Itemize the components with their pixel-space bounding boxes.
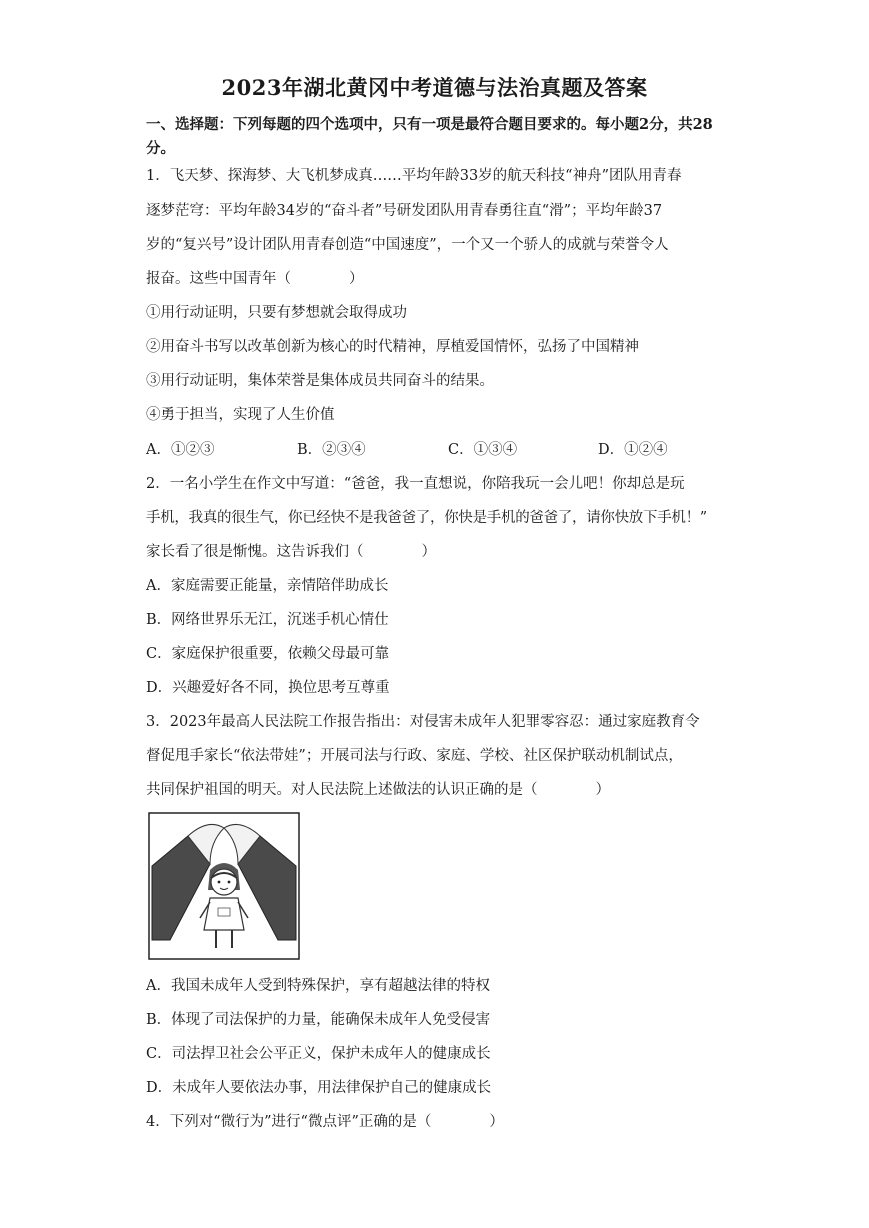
page-title: 2023年湖北黄冈中考道德与法治真题及答案 xyxy=(221,75,648,100)
q1-item-2: ②用奋斗书写以改革创新为核心的时代精神，厚植爱国情怀，弘扬了中国精神 xyxy=(146,339,639,355)
section-heading: 一、选择题：下列每题的四个选项中，只有一项是最符合题目要求的。每小题2分，共28分。 xyxy=(146,116,713,157)
q1-item-3: ③用行动证明，集体荣誉是集体成员共同奋斗的结果。 xyxy=(146,373,494,389)
q1-item-1: ①用行动证明，只要有梦想就会取得成功 xyxy=(146,305,407,321)
q1-option-d[interactable]: D．①②④ xyxy=(598,442,668,458)
illustration-svg xyxy=(148,812,300,960)
q2-option-d[interactable]: D．兴趣爱好各不同，换位思考互尊重 xyxy=(146,680,390,696)
protection-illustration xyxy=(148,812,300,960)
q2-line-1: 2．一名小学生在作文中写道：“爸爸，我一直想说，你陪我玩一会儿吧！你却总是玩 xyxy=(146,476,685,492)
q3-line-1: 3．2023年最高人民法院工作报告指出：对侵害未成年人犯罪零容忍：通过家庭教育令 xyxy=(146,714,700,730)
q3-line-3: 共同保护祖国的明天。对人民法院上述做法的认识正确的是（ ） xyxy=(146,782,610,798)
q1-option-c[interactable]: C．①③④ xyxy=(448,442,518,458)
q1-option-a[interactable]: A．①②③ xyxy=(146,442,215,458)
q2-line-3: 家长看了很是惭愧。这告诉我们（ ） xyxy=(146,544,436,560)
q3-option-a[interactable]: A．我国未成年人受到特殊保护，享有超越法律的特权 xyxy=(146,978,490,994)
q1-line-2: 逐梦茫穹：平均年龄34岁的“奋斗者”号研发团队用青春勇往直“滑”；平均年龄37 xyxy=(146,203,663,219)
q3-option-d[interactable]: D．未成年人要依法办事，用法律保护自己的健康成长 xyxy=(146,1080,492,1096)
q2-option-b[interactable]: B．网络世界乐无江，沉迷手机心情仕 xyxy=(146,612,389,628)
q1-line-1: 1．飞天梦、探海梦、大飞机梦成真……平均年龄33岁的航天科技“神舟”团队用青春 xyxy=(146,168,682,184)
q3-option-b[interactable]: B．体现了司法保护的力量，能确保未成年人免受侵害 xyxy=(146,1012,491,1028)
q1-line-3: 岁的“复兴号”设计团队用青春创造“中国速度”，一个又一个骄人的成就与荣誉令人 xyxy=(146,237,669,253)
q2-option-c[interactable]: C．家庭保护很重要，依赖父母最可靠 xyxy=(146,646,390,662)
q2-line-2: 手机，我真的很生气，你已经快不是我爸爸了，你快是手机的爸爸了，请你快放下手机！” xyxy=(146,510,707,526)
q4-line-1: 4．下列对“微行为”进行“微点评”正确的是（ ） xyxy=(146,1114,504,1130)
q1-item-4: ④勇于担当，实现了人生价值 xyxy=(146,407,335,423)
q3-option-c[interactable]: C．司法捍卫社会公平正义，保护未成年人的健康成长 xyxy=(146,1046,491,1062)
q3-line-2: 督促甩手家长“依法带娃”；开展司法与行政、家庭、学校、社区保护联动机制试点， xyxy=(146,748,683,764)
q1-option-b[interactable]: B．②③④ xyxy=(297,442,366,458)
q2-option-a[interactable]: A．家庭需要正能量，亲情陪伴助成长 xyxy=(146,578,389,594)
q1-line-4: 报奋。这些中国青年（ ） xyxy=(146,271,364,287)
